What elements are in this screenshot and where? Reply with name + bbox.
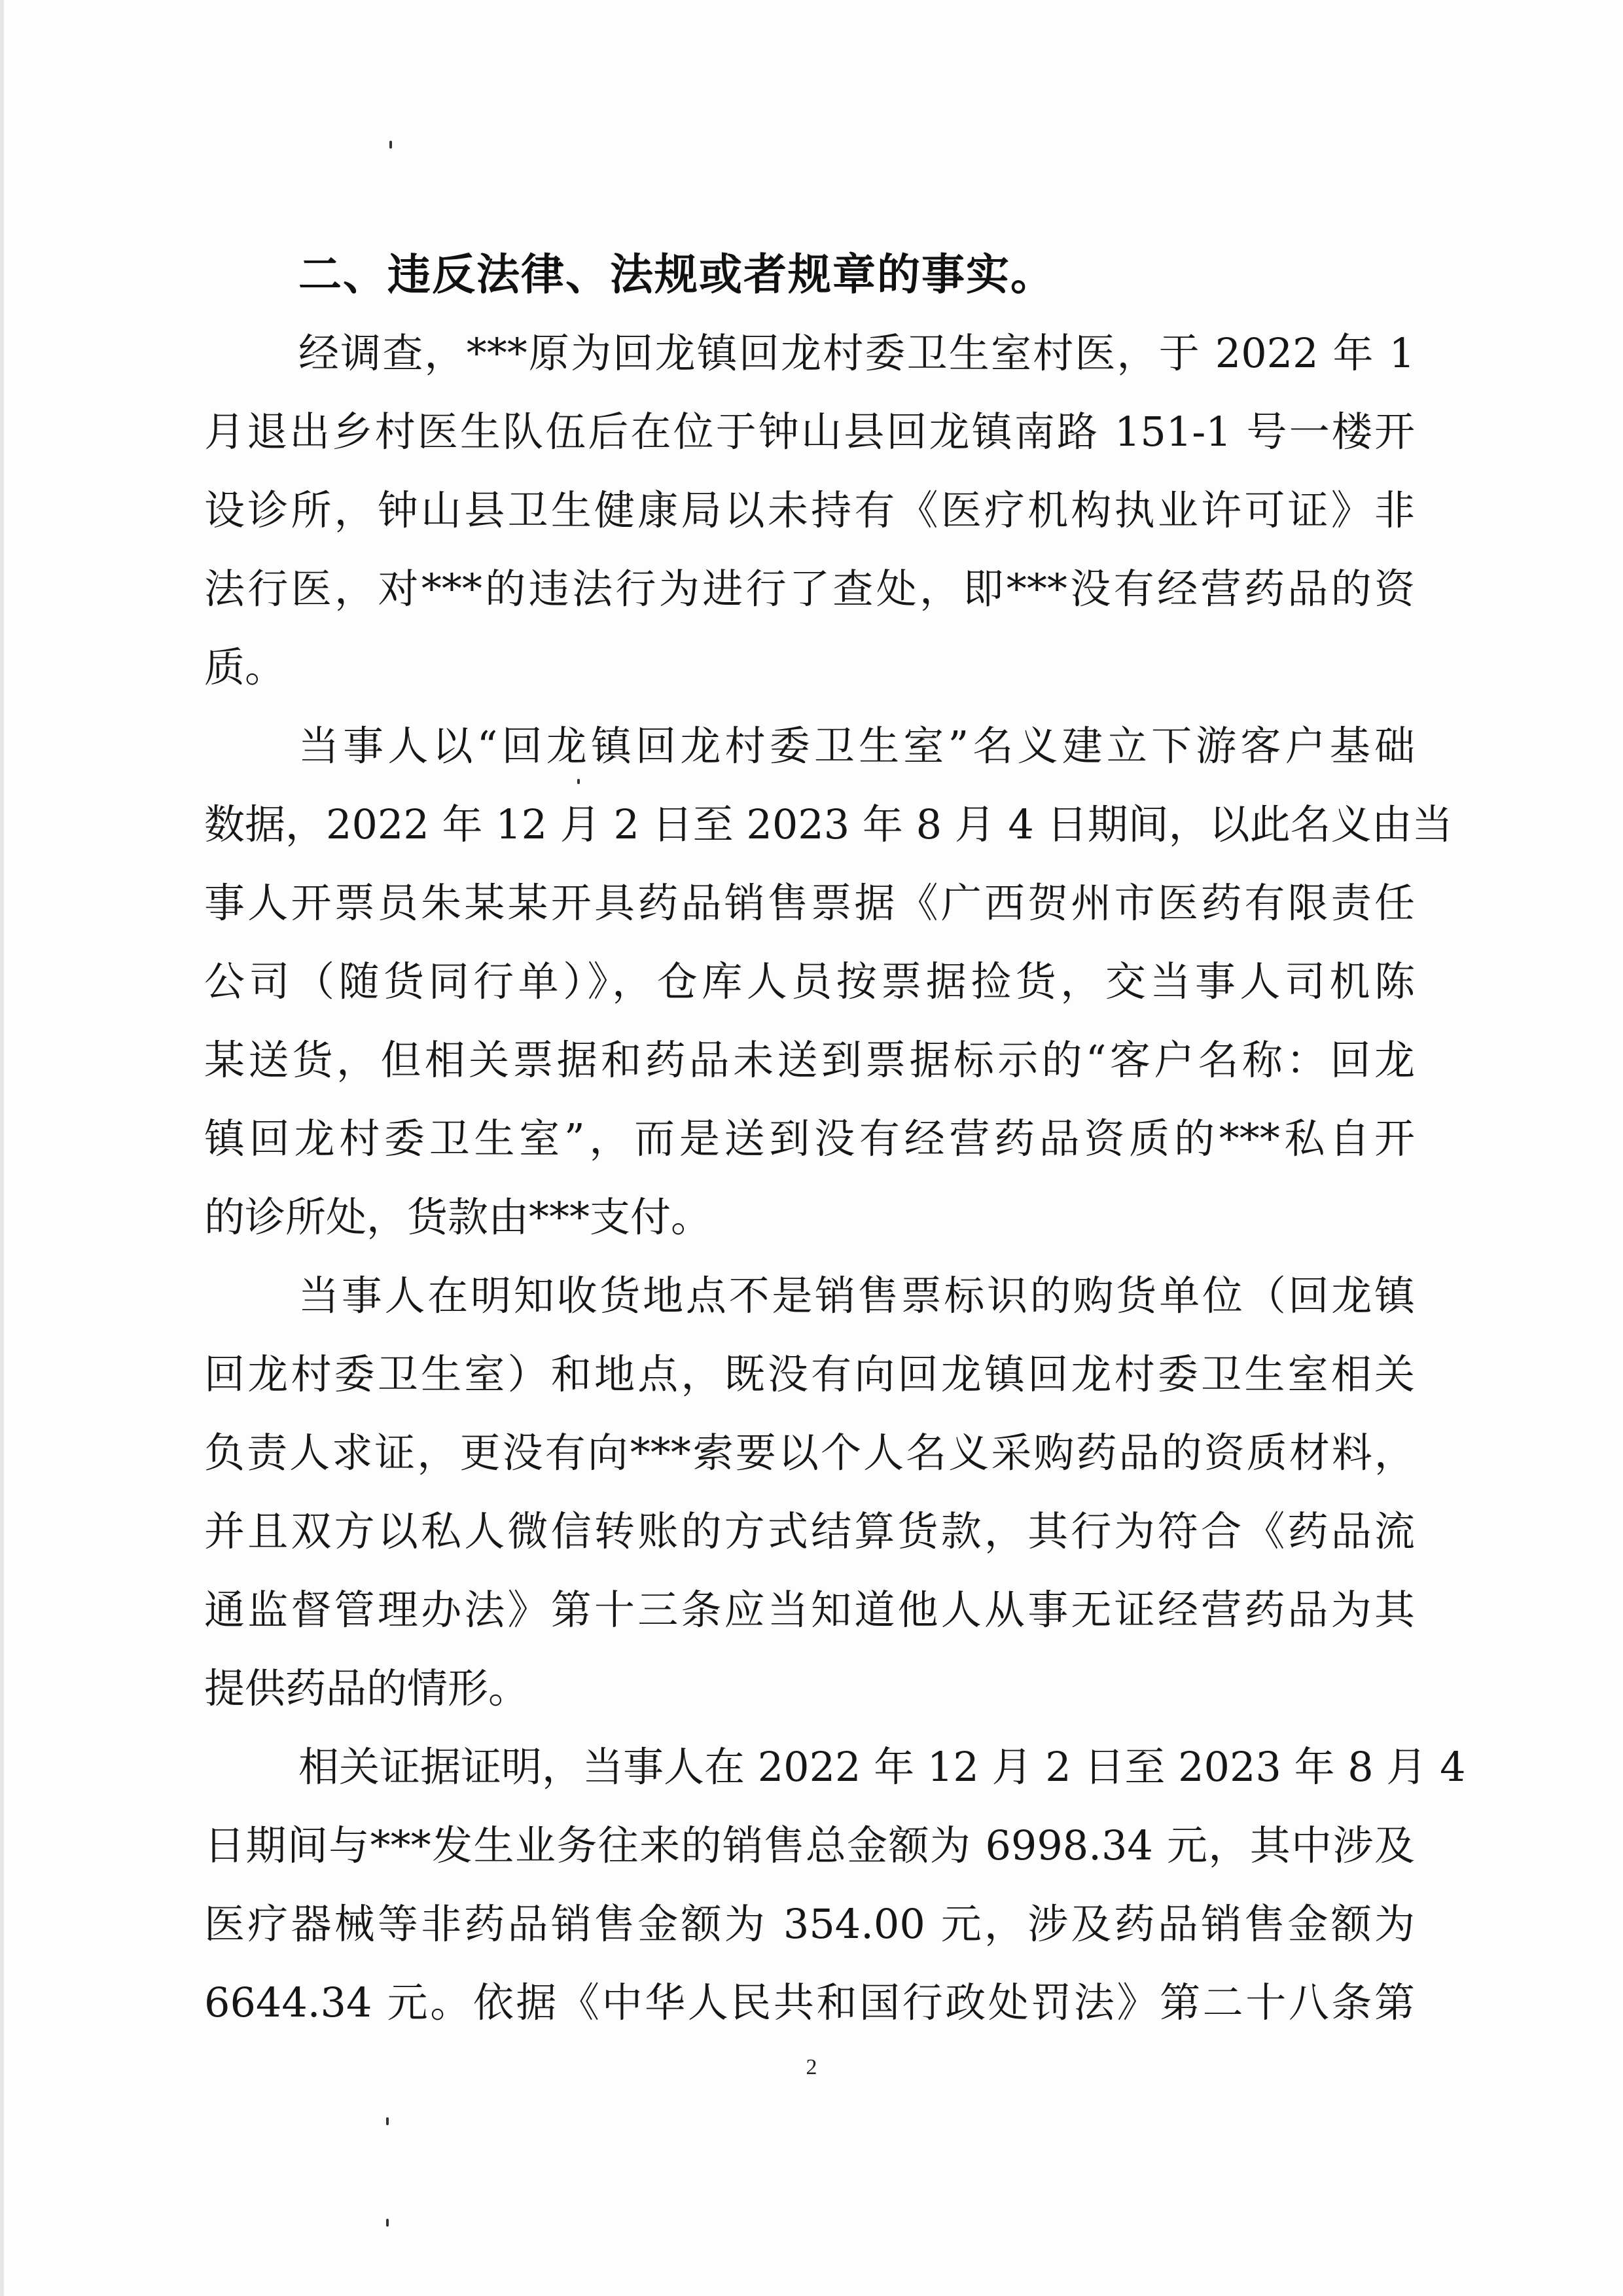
paragraph-line: 设诊所，钟山县卫生健康局以未持有《医疗机构执业许可证》非 [204, 486, 1415, 534]
paragraph-line: 并且双方以私人微信转账的方式结算货款，其行为符合《药品流 [204, 1507, 1415, 1555]
paragraph-line: 医疗器械等非药品销售金额为 354.00 元，涉及药品销售金额为 [204, 1900, 1415, 1948]
paragraph-line: 公司（随货同行单）》，仓库人员按票据捡货，交当事人司机陈 [204, 958, 1415, 1005]
paragraph-line: 负责人求证，更没有向***索要以个人名义采购药品的资质材料， [204, 1429, 1415, 1477]
paragraph-4 [204, 1728, 1466, 2042]
paragraph-line: 质。 [204, 643, 286, 691]
paragraph-line: 提供药品的情形。 [204, 1664, 529, 1712]
scan-speck [386, 2117, 389, 2125]
section-heading: 二、违反法律、法规或者规章的事实。 [298, 249, 1055, 300]
paragraph-line: 的诊所处，货款由***支付。 [204, 1193, 712, 1241]
paragraph-line: 当事人在明知收货地点不是销售票标识的购货单位（回龙镇 [298, 1272, 1415, 1319]
scan-speck [386, 2219, 389, 2227]
paragraph-line: 当事人以“回龙镇回龙村委卫生室”名义建立下游客户基础 [298, 722, 1415, 770]
paragraph-line: 数据，2022 年 12 月 2 日至 2023 年 8 月 4 日期间，以此名义由当 [204, 800, 1453, 848]
scan-speck [389, 141, 392, 149]
paragraph-3 [204, 1257, 1415, 1728]
paragraph-2 [204, 707, 1453, 1257]
scan-edge [0, 0, 4, 2296]
paragraph-line: 月退出乡村医生队伍后在位于钟山县回龙镇南路 151-1 号一楼开 [204, 408, 1415, 456]
paragraph-line: 法行医，对***的违法行为进行了查处，即***没有经营药品的资 [204, 565, 1415, 613]
paragraph-line: 通监督管理办法》第十三条应当知道他人从事无证经营药品为其 [204, 1586, 1415, 1634]
page-number: 2 [806, 2055, 817, 2079]
paragraph-line: 日期间与***发生业务往来的销售总金额为 6998.34 元，其中涉及 [204, 1821, 1415, 1869]
paragraph-line: 相关证据证明，当事人在 2022 年 12 月 2 日至 2023 年 8 月 4 [298, 1743, 1466, 1791]
paragraph-line: 经调查，***原为回龙镇回龙村委卫生室村医，于 2022 年 1 [298, 329, 1415, 377]
paragraph-1 [204, 314, 1415, 707]
document-body [204, 236, 1466, 2042]
paragraph-line: 镇回龙村委卫生室”，而是送到没有经营药品资质的***私自开 [204, 1115, 1415, 1162]
paragraph-line: 事人开票员朱某某开具药品销售票据《广西贺州市医药有限责任 [204, 879, 1415, 927]
paragraph-line: 回龙村委卫生室）和地点，既没有向回龙镇回龙村委卫生室相关 [204, 1350, 1415, 1398]
paragraph-line: 6644.34 元。依据《中华人民共和国行政处罚法》第二十八条第 [204, 1979, 1415, 2026]
paragraph-line: 某送货，但相关票据和药品未送到票据标示的“客户名称：回龙 [204, 1036, 1415, 1084]
